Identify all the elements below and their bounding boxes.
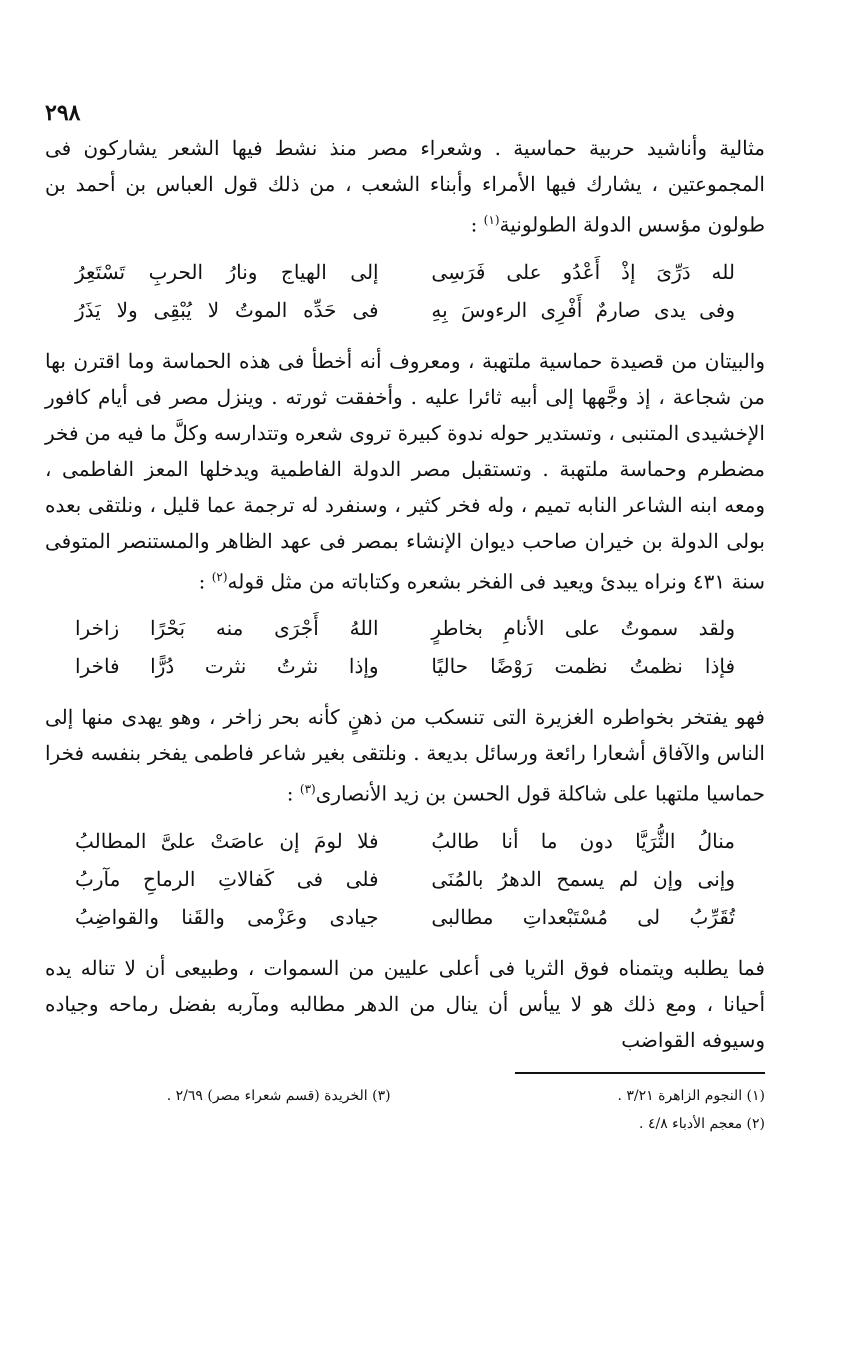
footnotes [45,1082,765,1138]
footnote-2: (٢) معجم الأدباء ٤/٨ . [639,1115,765,1132]
verse-hemistich: جيادى وعَزْمى والقَنا والقواضِبُ [75,904,379,929]
book-page [45,100,765,1138]
verse [45,822,765,860]
paragraph-1-text: مثالية وأناشيد حربية حماسية . وشعراء مصر منذ نشط فيها الشعر يشاركون فى المجموعتين ، يشارك فيها الأمراء وأبناء الشعب ، من ذلك قول العباس بن أحمد بن طولون مؤسس الدولة الطولونية [45,136,765,237]
verse-hemistich: وإنى وإن لم يسمح الدهرُ بالمُنَى [431,866,735,891]
paragraph-3-tail: : [286,781,300,806]
footnote-ref-1: (١) [483,213,500,227]
verse [45,253,765,291]
paragraph-2-tail: : [198,569,212,594]
footnote-row [45,1082,765,1110]
verse [45,609,765,647]
poem-1 [45,253,765,329]
page-number: ٢٩٨ [45,100,81,126]
verse [45,647,765,685]
paragraph-4: فما يطلبه ويتمناه فوق الثريا فى أعلى عليين من السموات ، وطبيعى أن لا تناله يده أحيانا ، ومع ذلك هو لا ييأس أن ينال من الدهر مطالبه ومآربه بفضل رماحه وجياده وسيوفه القواضب [45,955,765,1052]
footnote-ref-3: (٣) [299,782,316,797]
paragraph-1 [45,130,765,243]
verse-hemistich: فإذا نظمتُ نظمت رَوْضًا حاليًا [431,654,735,679]
verse-hemistich: منالُ الثُّرَيَّا دون ما أنا طالبُ [431,828,735,853]
poem-3 [45,822,765,936]
footnote-divider [515,1072,765,1074]
paragraph-2 [45,343,765,600]
verse-hemistich: فلا لومَ إن عاصَتْ علىَّ المطالبُ [75,828,379,853]
footnote-ref-2: (٢) [211,569,228,584]
verse-hemistich: إلى الهياج ونارُ الحربِ تَسْتَعِرُ [75,259,379,284]
verse [45,291,765,329]
verse-hemistich: ولقد سموتُ على الأنامِ بخاطرٍ [431,616,735,641]
verse-hemistich: وإذا نثرتُ نثرت دُرًّا فاخرا [75,654,379,679]
verse-hemistich: فى حَدِّه الموتُ لا يُبْقِى ولا يَذَرُ [75,297,379,322]
paragraph-2-text: والبيتان من قصيدة حماسية ملتهبة ، ومعروف أنه أخطأ فى هذه الحماسة وما اقترن بها من شجاعة ، إذ وجَّهها إلى أبيه ثائرا عليه . وأخفقت ثورته . وينزل مصر فى أيام كافور الإخشيدى المتنبى ، وتستدير حوله ندوة كبيرة تروى شعره وتتدارسه وكلَّ ما فيه من فخر مضطرم وحماسة ملتهبة . وتستقبل مصر الدولة الفاطمية ويدخلها المعز الفاطمى ، ومعه ابنه الشاعر النابه تميم ، وله فخر كثير ، وسنفرد له ترجمة عما قليل ، ونلتقى بعده بولى الدولة بن خيران صاحب ديوان الإنشاء بمصر فى عهد الظاهر والمستنصر المتوفى سنة ٤٣١ ونراه يبدئ ويعيد فى الفخر بشعره وكتاباته من مثل قوله [45,348,765,594]
footnote-3: (٣) الخريدة (قسم شعراء مصر) ٢/٦٩ . [166,1087,391,1104]
paragraph-3 [45,699,765,812]
poem-2 [45,609,765,685]
paragraph-3-text: فهو يفتخر بخواطره الغزيرة التى تنسكب من ذهنٍ كأنه بحر زاخر ، وهو يهدى منها إلى الناس والآفاق أشعارا رائعة ورسائل بديعة . ونلتقى بغير شاعر فاطمى يفخر بنفسه فخرا حماسيا ملتهبا على شاكلة قول الحسن بن زيد الأنصارى [45,705,765,806]
verse-hemistich: اللهُ أَجْرَى منه بَحْرًا زاخرا [75,616,379,641]
verse-hemistich: فلى فى كَفالاتِ الرماحِ مآربُ [75,866,379,891]
verse [45,860,765,898]
footnote-row [45,1110,765,1138]
verse [45,898,765,936]
footnote-1: (١) النجوم الزاهرة ٣/٢١ . [617,1087,765,1104]
paragraph-1-tail: : [470,212,484,237]
verse-hemistich: وفى يدى صارمٌ أَفْرِى الرءوسَ بِهِ [431,297,735,322]
verse-hemistich: لله دَرِّىَ إذْ أَعْدُو على فَرَسِى [431,259,735,284]
verse-hemistich: تُقَرِّبُ لى مُسْتَبْعداتِ مطالبى [431,904,735,929]
